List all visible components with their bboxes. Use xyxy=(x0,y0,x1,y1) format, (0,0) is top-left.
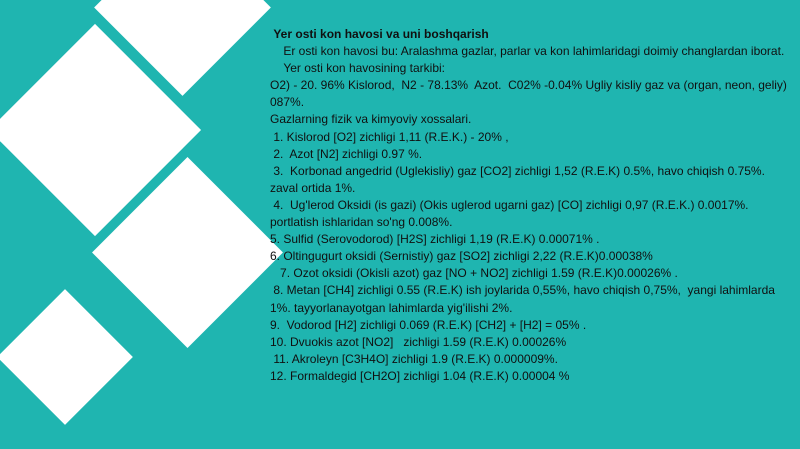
decorative-diamond-bottom xyxy=(0,289,133,425)
slide-title: Yer osti kon havosi va uni boshqarish xyxy=(270,27,489,41)
list-item-carbon-dioxide: 3. Korbonad angedrid (Uglekisliy) gaz [CO2] zichligi 1,52 (R.E.K) 0.5%, havo chiqish 0.75%. zaval ortida 1%. xyxy=(270,163,772,195)
text-line-properties-heading: Gazlarning fizik va kimyoviy xossalari. xyxy=(270,112,472,127)
list-item-nitrogen-oxide: 7. Ozot oksidi (Okisli azot) gaz [NO + NO2] zichligi 1.59 (R.E.K)0.00026% . xyxy=(270,266,678,281)
list-item-oxygen: 1. Kislorod [O2] zichligi 1,11 (R.E.K.) - 20% , xyxy=(270,129,509,144)
list-item-sulfur-dioxide: 6. Oltingugurt oksidi (Sernistiy) gaz [SO2] zichligi 2,22 (R.E.K)0.00038% xyxy=(270,249,653,264)
list-item-formaldehyde: 12. Formaldegid [CH2O] zichligi 1.04 (R.E.K) 0.00004 % xyxy=(270,368,570,383)
list-item-methane: 8. Metan [CH4] zichligi 0.55 (R.E.K) ish joylarida 0,55%, havo chiqish 0,75%, yangi lahimlarda 1%. tayyorlanayotgan lahimlarda yig'ilishi 2%. xyxy=(270,283,779,315)
text-line-definition: Er osti kon havosi bu: Aralashma gazlar, parlar va kon lahimlaridagi doimiy changlardan iborat. xyxy=(270,44,785,59)
list-item-hydrogen: 9. Vodorod [H2] zichligi 0.069 (R.E.K) [CH2] + [H2] = 05% . xyxy=(270,317,587,332)
slide-text-body xyxy=(270,26,795,385)
list-item-nitrogen-dioxide: 10. Dvuokis azot [NO2] zichligi 1.59 (R.E.K) 0.00026% xyxy=(270,334,567,349)
text-line-composition-heading: Yer osti kon havosining tarkibi: xyxy=(270,61,445,76)
list-item-hydrogen-sulfide: 5. Sulfid (Serovodorod) [H2S] zichligi 1,19 (R.E.K) 0.00071% . xyxy=(270,232,600,247)
list-item-nitrogen: 2. Azot [N2] zichligi 0.97 %. xyxy=(270,146,423,161)
list-item-acrolein: 11. Akroleyn [C3H4O] zichligi 1.9 (R.E.K) 0.000009%. xyxy=(270,351,558,366)
text-line-composition: O2) - 20. 96% Kislorod, N2 - 78.13% Azot. C02% -0.04% Ugliy kisliy gaz va (organ, neon, geliy) 087%. xyxy=(270,78,791,110)
list-item-carbon-monoxide: 4. Ug'lerod Oksidi (is gazi) (Okis uglerod ugarni gaz) [CO] zichligi 0,97 (R.E.K.) 0.0017%. portlatish ishlaridan so'ng 0.008%. xyxy=(270,197,752,230)
